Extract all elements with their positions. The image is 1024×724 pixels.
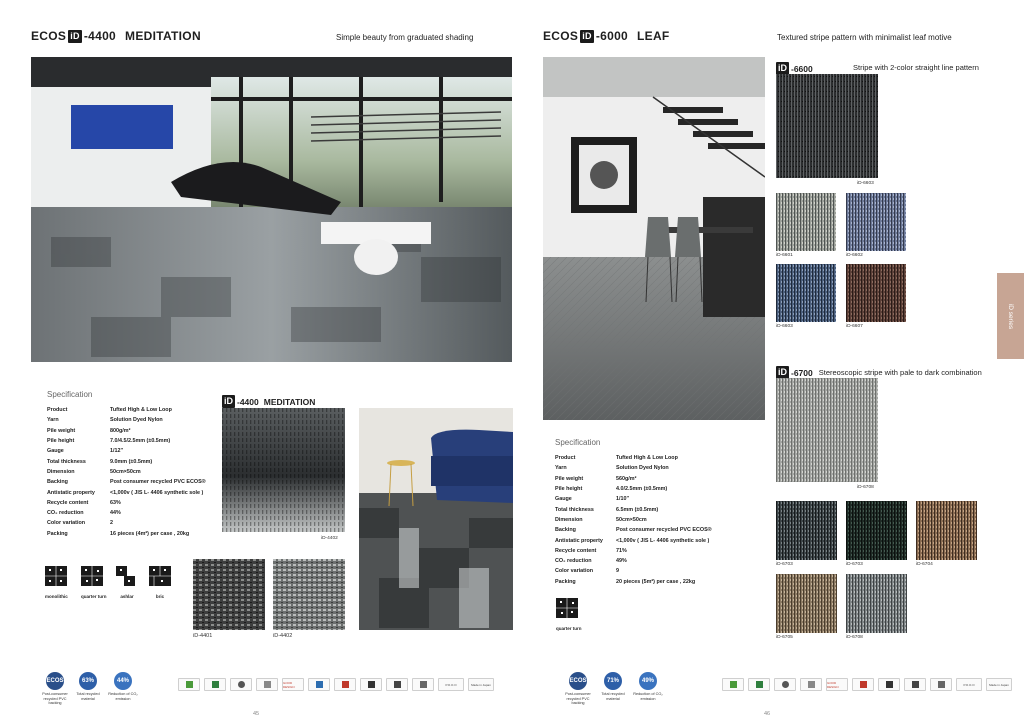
spec-row: Pile height 7.0/4.5/2.5mm (±0.5mm) [47,438,171,445]
tile-label: iD-6603 [776,324,793,329]
cert-logo [930,678,952,691]
spec-row: Dimension 50cm×50cm [47,468,141,475]
tile-swatch-6708-large [776,378,878,482]
right-page-number: 46 [764,711,771,717]
right-subtitle: Textured stripe pattern with minimalist leaf motive [777,33,952,42]
spec-row: Total thickness 9.0mm (±0.5mm) [47,458,153,465]
tile-swatch-6703b [846,501,907,560]
spec-row: Pile weight 800g/m² [47,427,131,434]
spec-row: Product Tufted High & Low Loop [555,455,678,462]
tile-swatch-6603 [776,264,836,322]
title-name: MEDITATION [125,29,201,43]
cert-made-in-japan: Made in Japan [468,678,494,691]
spec-row: Antistatic property <1,000v ( JIS L- 4406 synthetic sole ) [555,537,710,544]
right-cert-logos [722,678,1012,691]
cert-logo: P.O.O.O [438,678,464,691]
tile-label: iD-6703 [846,562,863,567]
cert-made-in-japan: Made in Japan [986,678,1012,691]
left-page-number: 45 [253,711,260,717]
spec-row: Recycle content 71% [555,547,627,554]
ecos-badge: ECOS Post-consumer recycled PVC backing [560,672,596,706]
tile-label: iD-6708 [857,485,874,490]
tile-swatch-6603-large [776,74,878,178]
spec-row: Backing Post consumer recycled PVC ECOS® [555,527,712,534]
pattern-ashlar: ashlar [116,566,138,599]
s6600-heading: iD -6600 [778,63,813,74]
quarter-turn-icon [81,566,103,586]
right-pattern-quarter-turn: quarter turn [556,598,586,631]
bric-icon [149,566,171,586]
cert-logo [722,678,744,691]
left-page-title [31,29,201,43]
tile-label: iD-6705 [776,635,793,640]
left-cert-logos [178,678,494,691]
cert-logo [412,678,434,691]
cert-logo [204,678,226,691]
recycled-badge: 63% Total recycled material [73,672,103,701]
tile-swatch-6602 [846,193,906,251]
spec-row: Gauge 1/10" [555,496,630,503]
tile-swatch-6607 [846,264,906,322]
ashlar-icon [116,566,138,586]
right-eco-badges [560,672,670,712]
spec-row: Pile weight 560g/m² [555,475,637,482]
spec-row: Recycle content 63% [47,499,121,506]
right-spec-table [555,453,712,587]
id-logo: iD [70,30,80,41]
cert-logo [800,678,822,691]
tile-label: iD-6602 [846,253,863,258]
id-logo: iD [224,396,233,406]
spec-row: Color variation 9 [555,568,619,575]
spec-row: Pile height 4.0/2.5mm (±0.5mm) [555,486,668,493]
spec-row: Packing 20 pieces (5m²) per case , 22kg [555,578,696,585]
id-logo: iD [778,367,787,377]
left-subtitle: Simple beauty from graduated shading [336,33,474,42]
quarter-turn-icon [556,598,578,618]
tile-swatch-4401 [193,559,265,630]
spec-row: Yarn Solution Dyed Nylon [555,465,669,472]
title-prefix: ECOS [31,29,67,43]
blue-sofa-room-photo [359,408,513,630]
cert-logo [256,678,278,691]
spec-row: Dimension 50cm×50cm [555,516,647,523]
spec-row: Backing Post consumer recycled PVC ECOS® [47,479,206,486]
spec-row: Yarn Solution Dyed Nylon [47,417,163,424]
cert-logo [386,678,408,691]
right-spec-heading: Specification [555,438,601,447]
title-code: -4400 [83,29,117,43]
title-name: LEAF [637,29,670,43]
staircase-room-photo [543,57,765,420]
tile-label: iD-6603 [857,181,874,186]
left-eco-badges [35,672,145,712]
spec-row: Product Tufted High & Low Loop [47,407,172,414]
tile-swatch-6703a [776,501,837,560]
cert-logo [230,678,252,691]
cert-logo [748,678,770,691]
tile-swatch-large [222,408,345,532]
id-logo: iD [778,63,787,73]
cert-logo [178,678,200,691]
s6600-description: Stripe with 2-color straight line pattern [853,63,979,72]
tile-label: iD-4402 [321,536,338,541]
tile-label: iD-6703 [776,562,793,567]
title-code: -6000 [595,29,629,43]
meditation-room-photo [31,57,512,362]
ecos-badge: ECOS Post-consumer recycled PVC backing [40,672,70,706]
tile-swatch-6704 [916,501,977,560]
meditation-section-heading: iD -4400 MEDITATION [224,396,316,407]
tile-label: iD-4402 [273,633,293,639]
recycled-badge: 71% Total recycled material [598,672,628,701]
spec-row: CO₂ reduction 49% [555,558,627,565]
tile-swatch-6601 [776,193,836,251]
tile-label: iD-6601 [776,253,793,258]
tile-swatch-4402 [273,559,345,630]
right-page-title [543,29,670,43]
tile-label: iD-6704 [916,562,933,567]
spec-row: Packing 16 pieces (4m²) per case , 20kg [47,530,190,537]
cert-good-design: GOOD DESIGN [826,678,848,691]
cert-logo [334,678,356,691]
spec-row: Color variation 2 [47,520,113,527]
spec-row: Total thickness 6.5mm (±0.5mm) [555,506,659,513]
cert-logo [774,678,796,691]
left-spec-table [47,405,206,539]
spec-row: Antistatic property <1,000v ( JIS L- 4406 synthetic sole ) [47,489,204,496]
pattern-monolithic: monolithic [45,566,67,599]
cert-logo [308,678,330,691]
cert-logo [904,678,926,691]
tile-swatch-6705 [776,574,837,633]
co2-badge: 49% Reduction of CO₂ emission [632,672,664,701]
co2-badge: 44% Reduction of CO₂ emission [107,672,139,701]
installation-patterns [45,566,175,598]
tile-label: iD-4401 [193,633,213,639]
cert-logo [878,678,900,691]
cert-logo [360,678,382,691]
spec-row: CO₂ reduction 44% [47,510,121,517]
tile-label: iD-6708 [846,635,863,640]
cert-logo [852,678,874,691]
tile-swatch-6708 [846,574,907,633]
monolithic-icon [45,566,67,586]
id-logo: iD [582,30,592,41]
title-prefix: ECOS [543,29,579,43]
series-side-tab[interactable]: iD series [997,273,1024,359]
left-spec-heading: Specification [47,390,93,399]
cert-good-design: GOOD DESIGN [282,678,304,691]
s6700-heading: iD -6700 Stereoscopic stripe with pale to dark combination [778,367,982,378]
spec-row: Gauge 1/12" [47,448,124,455]
cert-logo: P.O.O.O [956,678,982,691]
pattern-quarter-turn: quarter turn [81,566,103,599]
tile-label: iD-6607 [846,324,863,329]
pattern-bric: bric [149,566,171,599]
